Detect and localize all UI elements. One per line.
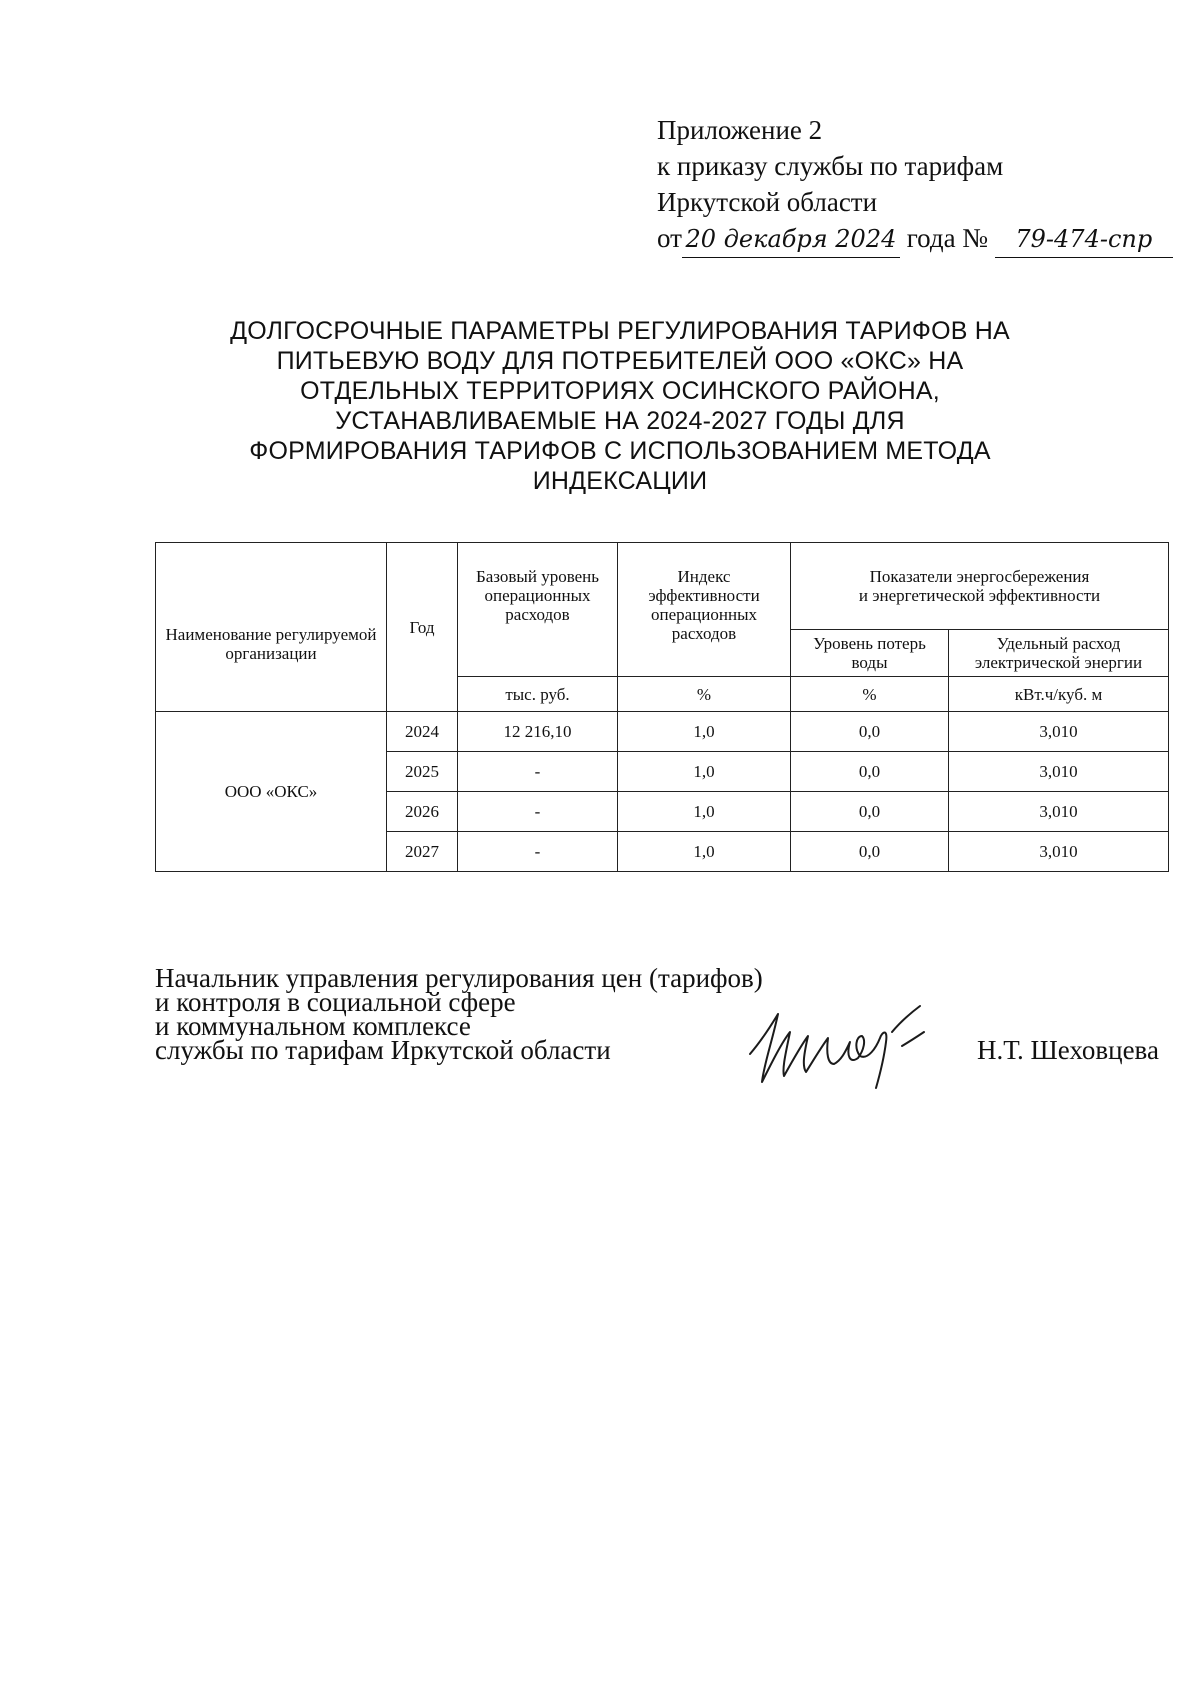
- index-cell: 1,0: [618, 792, 791, 832]
- loss-cell: 0,0: [791, 832, 949, 872]
- appendix-date-line: [657, 220, 1173, 258]
- header-org: Наименование регулируемой организации: [156, 543, 387, 712]
- loss-cell: 0,0: [791, 712, 949, 752]
- header-year: Год: [387, 543, 458, 712]
- unit-index: %: [618, 677, 791, 712]
- base-cell: -: [458, 832, 618, 872]
- base-cell: -: [458, 792, 618, 832]
- signatory-position: [155, 963, 763, 1065]
- position-line: и коммунальном комплексе: [155, 1011, 471, 1041]
- appendix-region: Иркутской области: [657, 187, 878, 217]
- header-efficiency-index: Индекс эффективности операционных расходов: [618, 543, 791, 677]
- appendix-number: Приложение 2: [657, 115, 823, 145]
- loss-cell: 0,0: [791, 792, 949, 832]
- index-cell: 1,0: [618, 712, 791, 752]
- base-cell: 12 216,10: [458, 712, 618, 752]
- year-cell: 2026: [387, 792, 458, 832]
- position-line: Начальник управления регулирования цен (тарифов): [155, 963, 763, 993]
- year-cell: 2025: [387, 752, 458, 792]
- table-row: [156, 712, 1169, 752]
- index-cell: 1,0: [618, 752, 791, 792]
- parameters-table: [155, 542, 1169, 872]
- unit-power: кВт.ч/куб. м: [949, 677, 1169, 712]
- unit-base: тыс. руб.: [458, 677, 618, 712]
- position-line: службы по тарифам Иркутской области: [155, 1035, 611, 1065]
- unit-loss: %: [791, 677, 949, 712]
- title-line: ОТДЕЛЬНЫХ ТЕРРИТОРИЯХ ОСИНСКОГО РАЙОНА,: [300, 377, 940, 405]
- power-cell: 3,010: [949, 832, 1169, 872]
- appendix-block: [657, 112, 1173, 258]
- signer-name: Н.Т. Шеховцева: [977, 1035, 1159, 1065]
- title-line: ДОЛГОСРОЧНЫЕ ПАРАМЕТРЫ РЕГУЛИРОВАНИЯ ТАРИФОВ НА: [230, 317, 1010, 345]
- index-cell: 1,0: [618, 832, 791, 872]
- header-energy-group: [791, 543, 1169, 630]
- year-cell: 2024: [387, 712, 458, 752]
- base-cell: -: [458, 752, 618, 792]
- header-power-consumption: Удельный расход электрической энергии: [949, 630, 1169, 677]
- handwritten-date: 20 декабря 2024: [682, 221, 900, 258]
- number-label: года №: [906, 223, 989, 253]
- position-line: и контроля в социальной сфере: [155, 987, 516, 1017]
- power-cell: 3,010: [949, 752, 1169, 792]
- header-base-expenses: Базовый уровень операционных расходов: [458, 543, 618, 677]
- title-line: ИНДЕКСАЦИИ: [532, 467, 708, 495]
- header-energy-group-line1: Показатели энергосбережения: [869, 567, 1090, 586]
- title-line: ФОРМИРОВАНИЯ ТАРИФОВ С ИСПОЛЬЗОВАНИЕМ МЕТОДА: [249, 437, 991, 465]
- handwritten-order-number: 79-474-спр: [995, 221, 1173, 258]
- header-energy-group-line2: и энергетической эффективности: [858, 586, 1101, 605]
- document-title: [190, 316, 1050, 496]
- title-line: УСТАНАВЛИВАЕМЫЕ НА 2024-2027 ГОДЫ ДЛЯ: [335, 407, 905, 435]
- handwritten-signature: [742, 1002, 980, 1090]
- title-line: ПИТЬЕВУЮ ВОДУ ДЛЯ ПОТРЕБИТЕЛЕЙ ООО «ОКС» НА: [276, 347, 964, 375]
- loss-cell: 0,0: [791, 752, 949, 792]
- year-cell: 2027: [387, 832, 458, 872]
- power-cell: 3,010: [949, 792, 1169, 832]
- header-water-loss: Уровень потерь воды: [791, 630, 949, 677]
- appendix-order-ref: к приказу службы по тарифам: [657, 151, 1004, 181]
- power-cell: 3,010: [949, 712, 1169, 752]
- date-prefix: от: [657, 223, 682, 253]
- org-name-cell: ООО «ОКС»: [156, 712, 387, 872]
